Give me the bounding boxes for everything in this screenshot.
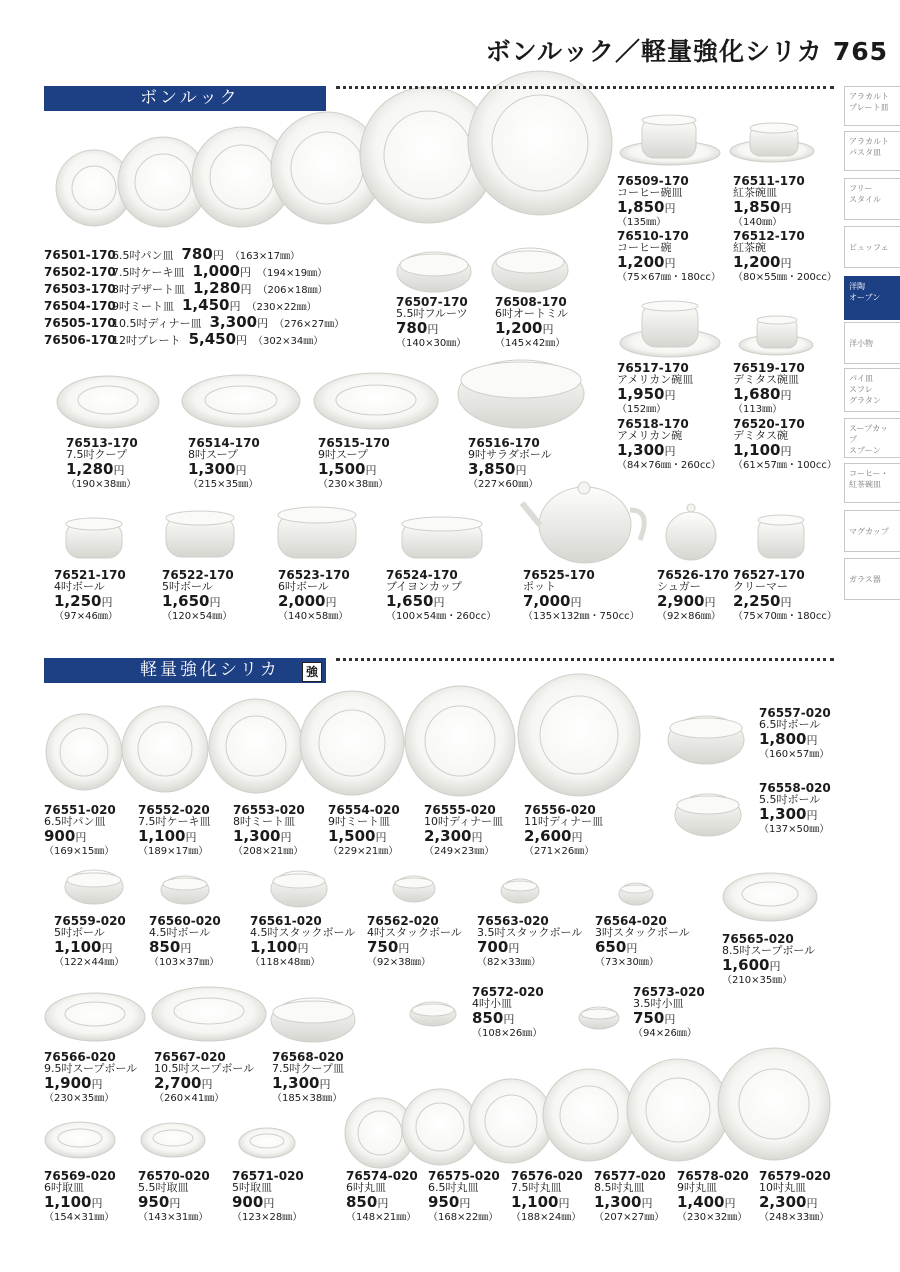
product-price: 1,280円 bbox=[66, 460, 125, 478]
product-size: （135㎜） bbox=[617, 217, 667, 228]
product-size: （120×54㎜） bbox=[162, 611, 233, 622]
product-name: アメリカン碗 bbox=[617, 429, 683, 442]
product-size: （123×28㎜） bbox=[232, 1212, 303, 1223]
product-price: 2,600円 bbox=[524, 827, 583, 845]
list-item: 76502-1707.5吋ケーキ皿 1,000円 （194×19㎜） bbox=[44, 262, 328, 280]
product-name: 5吋ボール bbox=[54, 926, 105, 939]
product-code: 76508-170 bbox=[495, 295, 567, 309]
product-code: 76558-020 bbox=[759, 781, 831, 795]
product-caption bbox=[54, 569, 126, 623]
product-name: 6.5吋パン皿 bbox=[44, 815, 106, 828]
product-name: 5吋ボール bbox=[162, 580, 213, 593]
product-caption bbox=[657, 569, 729, 623]
product-code: 76515-170 bbox=[318, 436, 390, 450]
product-name: ポット bbox=[523, 580, 556, 593]
product-code: 76519-170 bbox=[733, 361, 805, 375]
product-size: （230×35㎜） bbox=[44, 1093, 115, 1104]
side-tab-a-la-carte-pasta[interactable]: アラカルト パスタ皿 bbox=[844, 131, 900, 171]
product-caption bbox=[733, 418, 837, 472]
product-price: 1,850円 bbox=[733, 198, 792, 216]
product-size: （100×54㎜・260cc） bbox=[386, 611, 497, 622]
product-code: 76509-170 bbox=[617, 174, 689, 188]
product-size: （190×38㎜） bbox=[66, 479, 137, 490]
product-code: 76556-020 bbox=[524, 803, 596, 817]
product-name: 7.5吋クープ皿 bbox=[272, 1062, 344, 1075]
product-caption bbox=[54, 915, 126, 969]
product-price: 1,650円 bbox=[386, 592, 445, 610]
product-code: 76514-170 bbox=[188, 436, 260, 450]
product-name: シュガー bbox=[657, 580, 701, 593]
list-item: 76501-1706.5吋パン皿 780円 （163×17㎜） bbox=[44, 245, 301, 263]
product-price: 780円 bbox=[396, 319, 439, 337]
side-tab-pie-souffle-gratin[interactable]: パイ皿 スフレ グラタン bbox=[844, 368, 900, 412]
product-price: 2,700円 bbox=[154, 1074, 213, 1092]
product-size: （75×67㎜・180cc） bbox=[617, 272, 721, 283]
product-code: 76576-020 bbox=[511, 1169, 583, 1183]
product-code: 76561-020 bbox=[250, 914, 322, 928]
product-name: 10吋丸皿 bbox=[759, 1181, 806, 1194]
product-price: 1,100円 bbox=[44, 1193, 103, 1211]
product-code: 76577-020 bbox=[594, 1169, 666, 1183]
product-size: （75×70㎜・180cc） bbox=[733, 611, 837, 622]
product-size: （118×48㎜） bbox=[250, 957, 321, 968]
product-code: 76571-020 bbox=[232, 1169, 304, 1183]
product-size: （229×21㎜） bbox=[328, 846, 399, 857]
product-code: 76521-170 bbox=[54, 568, 126, 582]
product-name: 9吋スープ bbox=[318, 448, 368, 461]
product-price: 2,300円 bbox=[424, 827, 483, 845]
page-title bbox=[486, 32, 888, 68]
product-size: （230×32㎜） bbox=[677, 1212, 748, 1223]
product-caption bbox=[468, 437, 552, 491]
product-name: 4吋スタックボール bbox=[367, 926, 462, 939]
product-size: （260×41㎜） bbox=[154, 1093, 225, 1104]
product-price: 1,200円 bbox=[733, 253, 792, 271]
product-name: 紅茶碗皿 bbox=[733, 186, 777, 199]
product-caption bbox=[759, 782, 831, 836]
product-code: 76512-170 bbox=[733, 229, 805, 243]
product-code: 76560-020 bbox=[149, 914, 221, 928]
product-caption bbox=[272, 1051, 344, 1105]
product-name: 11吋ディナー皿 bbox=[524, 815, 604, 828]
product-price: 1,100円 bbox=[733, 441, 792, 459]
product-name: デミタス碗皿 bbox=[733, 373, 799, 386]
product-name: 9吋丸皿 bbox=[677, 1181, 717, 1194]
product-code: 76526-170 bbox=[657, 568, 729, 582]
product-price: 750円 bbox=[633, 1009, 676, 1027]
product-size: （61×57㎜・100cc） bbox=[733, 460, 837, 471]
product-size: （145×42㎜） bbox=[495, 338, 566, 349]
product-size: （80×55㎜・200cc） bbox=[733, 272, 837, 283]
product-code: 76553-020 bbox=[233, 803, 305, 817]
side-tab-mug[interactable]: マグカップ bbox=[844, 510, 900, 552]
strength-badge: 強 bbox=[302, 662, 322, 682]
product-code: 76575-020 bbox=[428, 1169, 500, 1183]
product-code: 76511-170 bbox=[733, 174, 805, 188]
product-price: 1,950円 bbox=[617, 385, 676, 403]
product-caption bbox=[477, 915, 582, 969]
side-tab-small-items[interactable]: 洋小物 bbox=[844, 322, 900, 364]
product-caption bbox=[44, 804, 116, 858]
product-price: 1,200円 bbox=[495, 319, 554, 337]
product-size: （185×38㎜） bbox=[272, 1093, 343, 1104]
product-caption bbox=[633, 986, 705, 1040]
product-price: 700円 bbox=[477, 938, 520, 956]
product-caption bbox=[733, 362, 805, 416]
product-caption bbox=[617, 418, 721, 472]
product-name: 8.5吋丸皿 bbox=[594, 1181, 645, 1194]
product-caption bbox=[318, 437, 390, 491]
product-code: 76565-020 bbox=[722, 932, 794, 946]
product-caption bbox=[759, 707, 831, 761]
product-caption bbox=[617, 230, 721, 284]
product-caption bbox=[386, 569, 496, 623]
product-size: （140㎜） bbox=[733, 217, 783, 228]
list-item: 76504-1709吋ミート皿 1,450円 （230×22㎜） bbox=[44, 296, 317, 314]
product-price: 650円 bbox=[595, 938, 638, 956]
section-silica-label: 軽量強化シリカ bbox=[140, 660, 280, 680]
product-size: （169×15㎜） bbox=[44, 846, 115, 857]
product-caption bbox=[733, 230, 837, 284]
product-code: 76525-170 bbox=[523, 568, 595, 582]
product-caption bbox=[44, 1051, 137, 1105]
dotted-divider bbox=[336, 86, 834, 89]
product-caption bbox=[472, 986, 544, 1040]
product-price: 1,300円 bbox=[188, 460, 247, 478]
product-size: （148×21㎜） bbox=[346, 1212, 417, 1223]
product-size: （210×35㎜） bbox=[722, 975, 793, 986]
product-caption bbox=[733, 175, 805, 229]
product-name: 6.5吋丸皿 bbox=[428, 1181, 479, 1194]
product-code: 76572-020 bbox=[472, 985, 544, 999]
product-code: 76573-020 bbox=[633, 985, 705, 999]
product-price: 1,300円 bbox=[233, 827, 292, 845]
product-size: （248×33㎜） bbox=[759, 1212, 830, 1223]
product-size: （215×35㎜） bbox=[188, 479, 259, 490]
product-name: 9吋ミート皿 bbox=[328, 815, 390, 828]
product-caption bbox=[162, 569, 234, 623]
product-name: 9.5吋スープボール bbox=[44, 1062, 138, 1075]
product-code: 76554-020 bbox=[328, 803, 400, 817]
product-caption bbox=[328, 804, 400, 858]
product-size: （227×60㎜） bbox=[468, 479, 539, 490]
side-tab-a-la-carte-plate[interactable]: アラカルト プレート皿 bbox=[844, 86, 900, 126]
product-caption bbox=[722, 933, 815, 987]
product-code: 76570-020 bbox=[138, 1169, 210, 1183]
product-size: （143×31㎜） bbox=[138, 1212, 209, 1223]
product-size: （271×26㎜） bbox=[524, 846, 595, 857]
product-code: 76555-020 bbox=[424, 803, 496, 817]
product-size: （152㎜） bbox=[617, 404, 667, 415]
product-price: 1,200円 bbox=[617, 253, 676, 271]
product-caption bbox=[424, 804, 503, 858]
product-caption bbox=[154, 1051, 254, 1105]
product-price: 850円 bbox=[346, 1193, 389, 1211]
product-size: （160×57㎜） bbox=[759, 749, 830, 760]
section-silica bbox=[44, 658, 326, 683]
product-size: （168×22㎜） bbox=[428, 1212, 499, 1223]
product-name: 8吋スープ bbox=[188, 448, 238, 461]
product-code: 76579-020 bbox=[759, 1169, 831, 1183]
product-name: コーヒー碗 bbox=[617, 241, 672, 254]
list-item: 76506-17012吋プレート 5,450円 （302×34㎜） bbox=[44, 330, 324, 348]
product-name: 5.5吋取皿 bbox=[138, 1181, 189, 1194]
product-code: 76518-170 bbox=[617, 417, 689, 431]
page-heading: ボンルック／軽量強化シリカ bbox=[485, 37, 823, 66]
product-price: 1,100円 bbox=[54, 938, 113, 956]
product-price: 850円 bbox=[472, 1009, 515, 1027]
product-price: 950円 bbox=[428, 1193, 471, 1211]
page-number: 765 bbox=[832, 37, 888, 66]
product-caption bbox=[138, 804, 211, 858]
product-price: 1,300円 bbox=[594, 1193, 653, 1211]
product-code: 76559-020 bbox=[54, 914, 126, 928]
product-price: 2,250円 bbox=[733, 592, 792, 610]
product-caption bbox=[677, 1170, 749, 1224]
product-caption bbox=[367, 915, 462, 969]
product-price: 950円 bbox=[138, 1193, 181, 1211]
product-price: 2,000円 bbox=[278, 592, 337, 610]
product-name: 3吋スタックボール bbox=[595, 926, 690, 939]
product-price: 7,000円 bbox=[523, 592, 582, 610]
product-size: （140×58㎜） bbox=[278, 611, 349, 622]
product-code: 76566-020 bbox=[44, 1050, 116, 1064]
product-size: （208×21㎜） bbox=[233, 846, 304, 857]
product-name: 4吋ボール bbox=[54, 580, 105, 593]
product-code: 76578-020 bbox=[677, 1169, 749, 1183]
product-price: 900円 bbox=[44, 827, 87, 845]
product-size: （94×26㎜） bbox=[633, 1028, 697, 1039]
product-size: （122×44㎜） bbox=[54, 957, 125, 968]
product-caption bbox=[495, 296, 568, 350]
product-name: 6吋オートミル bbox=[495, 307, 568, 320]
product-caption bbox=[617, 362, 693, 416]
product-price: 1,400円 bbox=[677, 1193, 736, 1211]
product-price: 1,250円 bbox=[54, 592, 113, 610]
product-caption bbox=[233, 804, 305, 858]
product-caption bbox=[232, 1170, 304, 1224]
product-price: 2,300円 bbox=[759, 1193, 818, 1211]
product-size: （249×23㎜） bbox=[424, 846, 495, 857]
product-caption bbox=[595, 915, 690, 969]
product-name: 10吋ディナー皿 bbox=[424, 815, 504, 828]
product-code: 76523-170 bbox=[278, 568, 350, 582]
product-code: 76510-170 bbox=[617, 229, 689, 243]
product-code: 76563-020 bbox=[477, 914, 549, 928]
product-name: 4.5吋ボール bbox=[149, 926, 211, 939]
product-size: （84×76㎜・260cc） bbox=[617, 460, 721, 471]
product-name: 5吋取皿 bbox=[232, 1181, 272, 1194]
product-name: 7.5吋ケーキ皿 bbox=[138, 815, 211, 828]
product-caption bbox=[511, 1170, 583, 1224]
product-code: 76517-170 bbox=[617, 361, 689, 375]
product-price: 750円 bbox=[367, 938, 410, 956]
list-item: 76505-17010.5吋ディナー皿 3,300円 （276×27㎜） bbox=[44, 313, 345, 331]
product-code: 76527-170 bbox=[733, 568, 805, 582]
product-name: ブイヨンカップ bbox=[386, 580, 462, 593]
product-code: 76552-020 bbox=[138, 803, 210, 817]
plate-76506 bbox=[468, 71, 612, 215]
product-caption bbox=[396, 296, 468, 350]
product-code: 76568-020 bbox=[272, 1050, 344, 1064]
product-name: 6吋丸皿 bbox=[346, 1181, 386, 1194]
side-tab-western-oven[interactable]: 洋陶 オーブン bbox=[844, 276, 900, 320]
product-size: （92×38㎜） bbox=[367, 957, 431, 968]
product-code: 76557-020 bbox=[759, 706, 831, 720]
product-caption bbox=[733, 569, 837, 623]
side-tab-coffee-tea[interactable]: コーヒー・ 紅茶碗皿 bbox=[844, 463, 900, 503]
product-code: 76567-020 bbox=[154, 1050, 226, 1064]
product-price: 1,300円 bbox=[272, 1074, 331, 1092]
product-size: （137×50㎜） bbox=[759, 824, 830, 835]
product-caption bbox=[188, 437, 260, 491]
product-price: 1,850円 bbox=[617, 198, 676, 216]
product-price: 3,850円 bbox=[468, 460, 527, 478]
product-caption bbox=[524, 804, 603, 858]
side-tab-soup-cup-spoon[interactable]: スープカップ スプーン bbox=[844, 418, 900, 458]
product-price: 850円 bbox=[149, 938, 192, 956]
product-size: （188×24㎜） bbox=[511, 1212, 582, 1223]
product-price: 1,650円 bbox=[162, 592, 221, 610]
product-price: 1,600円 bbox=[722, 956, 781, 974]
product-name: 10.5吋スープボール bbox=[154, 1062, 255, 1075]
product-name: 6.5吋ボール bbox=[759, 718, 821, 731]
product-price: 1,300円 bbox=[617, 441, 676, 459]
product-size: （135×132㎜・750cc） bbox=[523, 611, 640, 622]
side-tab-buffet[interactable]: ビュッフェ bbox=[844, 226, 900, 268]
product-price: 900円 bbox=[232, 1193, 275, 1211]
product-code: 76520-170 bbox=[733, 417, 805, 431]
product-name: 7.5吋丸皿 bbox=[511, 1181, 562, 1194]
product-size: （73×30㎜） bbox=[595, 957, 659, 968]
product-name: アメリカン碗皿 bbox=[617, 373, 694, 386]
product-name: 6吋ボール bbox=[278, 580, 329, 593]
product-price: 1,300円 bbox=[759, 805, 818, 823]
product-price: 1,800円 bbox=[759, 730, 818, 748]
product-caption bbox=[66, 437, 138, 491]
product-code: 76513-170 bbox=[66, 436, 138, 450]
product-size: （113㎜） bbox=[733, 404, 783, 415]
product-code: 76551-020 bbox=[44, 803, 116, 817]
section-bonlook: ボンルック bbox=[44, 86, 326, 111]
product-caption bbox=[523, 569, 640, 623]
product-caption bbox=[250, 915, 355, 969]
product-name: 8吋ミート皿 bbox=[233, 815, 295, 828]
product-size: （108×26㎜） bbox=[472, 1028, 543, 1039]
product-code: 76574-020 bbox=[346, 1169, 418, 1183]
product-size: （103×37㎜） bbox=[149, 957, 220, 968]
product-price: 2,900円 bbox=[657, 592, 716, 610]
product-caption bbox=[759, 1170, 831, 1224]
dotted-divider bbox=[336, 658, 834, 661]
product-name: 3.5吋スタックボール bbox=[477, 926, 583, 939]
product-code: 76569-020 bbox=[44, 1169, 116, 1183]
product-price: 1,100円 bbox=[250, 938, 309, 956]
product-code: 76522-170 bbox=[162, 568, 234, 582]
product-name: 7.5吋クープ bbox=[66, 448, 127, 461]
product-price: 1,500円 bbox=[328, 827, 387, 845]
product-size: （207×27㎜） bbox=[594, 1212, 665, 1223]
product-price: 1,100円 bbox=[138, 827, 197, 845]
product-name: コーヒー碗皿 bbox=[617, 186, 683, 199]
product-price: 1,500円 bbox=[318, 460, 377, 478]
product-name: 紅茶碗 bbox=[733, 241, 766, 254]
product-size: （82×33㎜） bbox=[477, 957, 541, 968]
product-price: 1,680円 bbox=[733, 385, 792, 403]
product-name: 5.5吋ボール bbox=[759, 793, 821, 806]
product-price: 1,100円 bbox=[511, 1193, 570, 1211]
product-caption bbox=[149, 915, 221, 969]
product-caption bbox=[428, 1170, 500, 1224]
product-caption bbox=[617, 175, 689, 229]
product-name: 4吋小皿 bbox=[472, 997, 512, 1010]
product-size: （97×46㎜） bbox=[54, 611, 118, 622]
product-size: （92×86㎜） bbox=[657, 611, 721, 622]
product-size: （189×17㎜） bbox=[138, 846, 209, 857]
product-size: （140×30㎜） bbox=[396, 338, 467, 349]
product-code: 76524-170 bbox=[386, 568, 458, 582]
product-name: 3.5吋小皿 bbox=[633, 997, 684, 1010]
product-code: 76564-020 bbox=[595, 914, 667, 928]
product-name: クリーマー bbox=[733, 580, 788, 593]
product-name: 4.5吋スタックボール bbox=[250, 926, 356, 939]
list-item: 76503-1708吋デザート皿 1,280円 （206×18㎜） bbox=[44, 279, 328, 297]
side-tab-glass[interactable]: ガラス器 bbox=[844, 558, 900, 600]
product-name: デミタス碗 bbox=[733, 429, 788, 442]
product-code: 76516-170 bbox=[468, 436, 540, 450]
product-caption bbox=[44, 1170, 116, 1224]
product-caption bbox=[278, 569, 350, 623]
product-caption bbox=[594, 1170, 666, 1224]
product-caption bbox=[138, 1170, 210, 1224]
product-code: 76507-170 bbox=[396, 295, 468, 309]
product-name: 6吋取皿 bbox=[44, 1181, 84, 1194]
product-name: 9吋サラダボール bbox=[468, 448, 552, 461]
product-code: 76562-020 bbox=[367, 914, 439, 928]
product-size: （154×31㎜） bbox=[44, 1212, 115, 1223]
product-price: 1,900円 bbox=[44, 1074, 103, 1092]
product-name: 8.5吋スープボール bbox=[722, 944, 816, 957]
side-tab-free-style[interactable]: フリー スタイル bbox=[844, 178, 900, 220]
product-caption bbox=[346, 1170, 418, 1224]
product-size: （230×38㎜） bbox=[318, 479, 389, 490]
product-name: 5.5吋フルーツ bbox=[396, 307, 468, 320]
